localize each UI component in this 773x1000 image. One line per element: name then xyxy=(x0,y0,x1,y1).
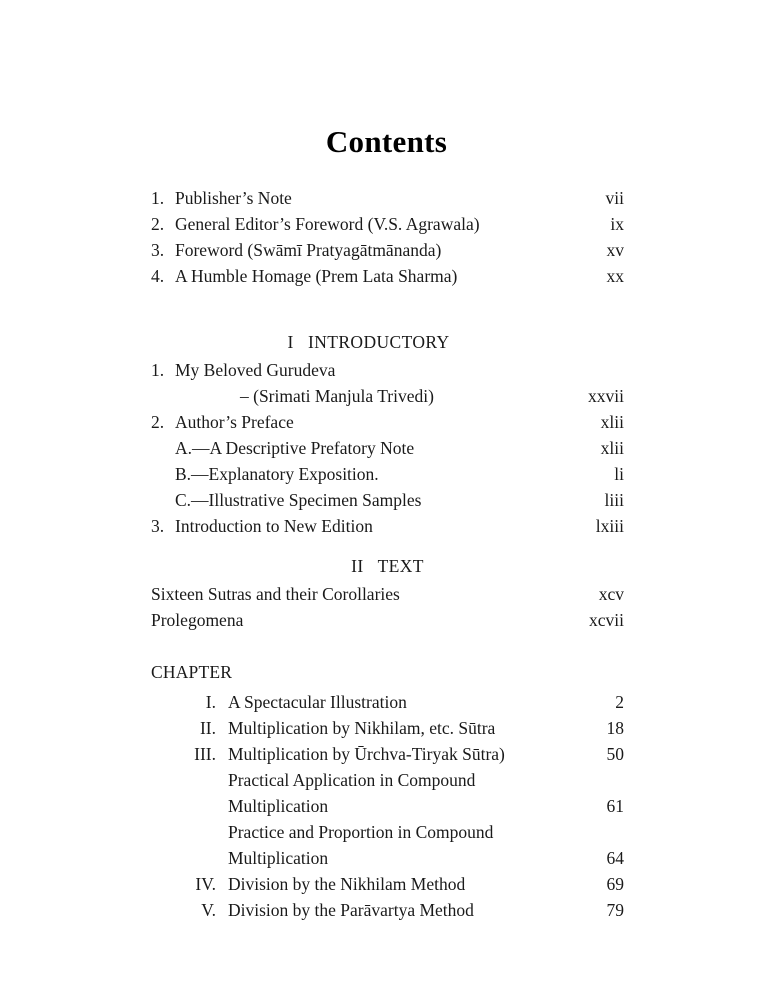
entry-label: Publisher’s Note xyxy=(175,188,292,208)
chapter-number: V. xyxy=(201,900,216,920)
chapter-page-number: 50 xyxy=(606,744,624,764)
chapter-label: Multiplication by Nikhilam, etc. Sūtra xyxy=(228,718,496,738)
toc-entry[interactable] xyxy=(151,188,624,214)
toc-entry[interactable] xyxy=(151,240,624,266)
entry-label: C.—Illustrative Specimen Samples xyxy=(175,490,422,510)
chapter-entry-continuation[interactable] xyxy=(151,848,624,874)
entry-number: 3. xyxy=(151,516,165,536)
toc-entry[interactable] xyxy=(151,214,624,240)
part-heading-text: II TEXT xyxy=(351,556,424,576)
entry-number: 1. xyxy=(151,360,165,380)
entry-number: 4. xyxy=(151,266,165,286)
entry-page-number: xxvii xyxy=(588,386,624,406)
entry-label: General Editor’s Foreword (V.S. Agrawala) xyxy=(175,214,480,234)
toc-subentry[interactable] xyxy=(151,438,624,464)
toc-entry-continuation[interactable] xyxy=(151,386,624,412)
entry-label: Author’s Preface xyxy=(175,412,294,432)
chapter-label: Multiplication xyxy=(228,848,329,868)
chapter-entry-continuation[interactable] xyxy=(151,822,624,848)
chapter-page-number: 79 xyxy=(606,900,624,920)
entry-page-number: xv xyxy=(606,240,624,260)
entry-page-number: vii xyxy=(605,188,624,208)
entry-label: Prolegomena xyxy=(151,610,244,630)
toc-entry[interactable] xyxy=(151,516,624,542)
toc-entry[interactable] xyxy=(151,584,624,610)
entry-label: A Humble Homage (Prem Lata Sharma) xyxy=(175,266,458,286)
chapter-section-heading: CHAPTER xyxy=(151,662,233,682)
part-one-list xyxy=(151,360,624,542)
chapter-label: Division by the Nikhilam Method xyxy=(228,874,466,894)
section-spacer xyxy=(151,292,624,332)
section-spacer xyxy=(151,542,624,556)
entry-label: Sixteen Sutras and their Corollaries xyxy=(151,584,400,604)
toc-subentry[interactable] xyxy=(151,490,624,516)
entry-number: 3. xyxy=(151,240,165,260)
entry-number: 2. xyxy=(151,214,165,234)
entry-page-number: ix xyxy=(610,214,624,234)
entry-label: Foreword (Swāmī Pratyagātmānanda) xyxy=(175,240,442,260)
entry-label: B.—Explanatory Exposition. xyxy=(175,464,379,484)
entry-label: – (Srimati Manjula Trivedi) xyxy=(240,386,434,406)
front-matter-list xyxy=(151,188,624,292)
part-heading-introductory: I INTRODUCTORY xyxy=(287,332,450,352)
toc-entry[interactable] xyxy=(151,266,624,292)
toc-entry[interactable] xyxy=(151,360,624,386)
chapter-entry[interactable] xyxy=(151,692,624,718)
chapter-entry[interactable] xyxy=(151,744,624,770)
part-two-list xyxy=(151,584,624,636)
chapter-entry[interactable] xyxy=(151,718,624,744)
chapter-page-number: 18 xyxy=(606,718,624,738)
entry-page-number: xlii xyxy=(600,412,624,432)
chapter-label: Division by the Parāvartya Method xyxy=(228,900,474,920)
toc-entry[interactable] xyxy=(151,412,624,438)
chapter-entry[interactable] xyxy=(151,874,624,900)
entry-page-number: xcv xyxy=(598,584,624,604)
chapter-entry[interactable] xyxy=(151,900,624,926)
page-title: Contents xyxy=(325,124,448,159)
chapter-label: Practical Application in Compound xyxy=(228,770,476,790)
section-spacer xyxy=(151,636,624,662)
entry-page-number: xlii xyxy=(600,438,624,458)
chapter-number: I. xyxy=(205,692,216,712)
chapter-number: II. xyxy=(199,718,216,738)
chapter-entry-continuation[interactable] xyxy=(151,770,624,796)
chapter-page-number: 61 xyxy=(606,796,624,816)
toc-subentry[interactable] xyxy=(151,464,624,490)
toc-entry[interactable] xyxy=(151,610,624,636)
chapter-label: Multiplication by Ūrchva-Tiryak Sūtra) xyxy=(228,744,505,764)
entry-page-number: xcvii xyxy=(589,610,624,630)
table-of-contents xyxy=(151,188,624,926)
entry-page-number: xx xyxy=(606,266,624,286)
chapter-label: Multiplication xyxy=(228,796,329,816)
chapter-number: IV. xyxy=(195,874,216,894)
chapter-page-number: 64 xyxy=(606,848,624,868)
entry-label: A.—A Descriptive Prefatory Note xyxy=(175,438,415,458)
entry-page-number: lxiii xyxy=(595,516,624,536)
entry-page-number: liii xyxy=(604,490,624,510)
chapter-page-number: 69 xyxy=(606,874,624,894)
chapter-label: Practice and Proportion in Compound xyxy=(228,822,494,842)
entry-page-number: li xyxy=(614,464,624,484)
chapter-entry-continuation[interactable] xyxy=(151,796,624,822)
chapter-label: A Spectacular Illustration xyxy=(228,692,407,712)
chapter-list xyxy=(151,692,624,926)
chapter-number: III. xyxy=(194,744,216,764)
chapter-page-number: 2 xyxy=(615,692,624,712)
entry-label: Introduction to New Edition xyxy=(175,516,373,536)
entry-label: My Beloved Gurudeva xyxy=(175,360,336,380)
entry-number: 2. xyxy=(151,412,165,432)
entry-number: 1. xyxy=(151,188,165,208)
